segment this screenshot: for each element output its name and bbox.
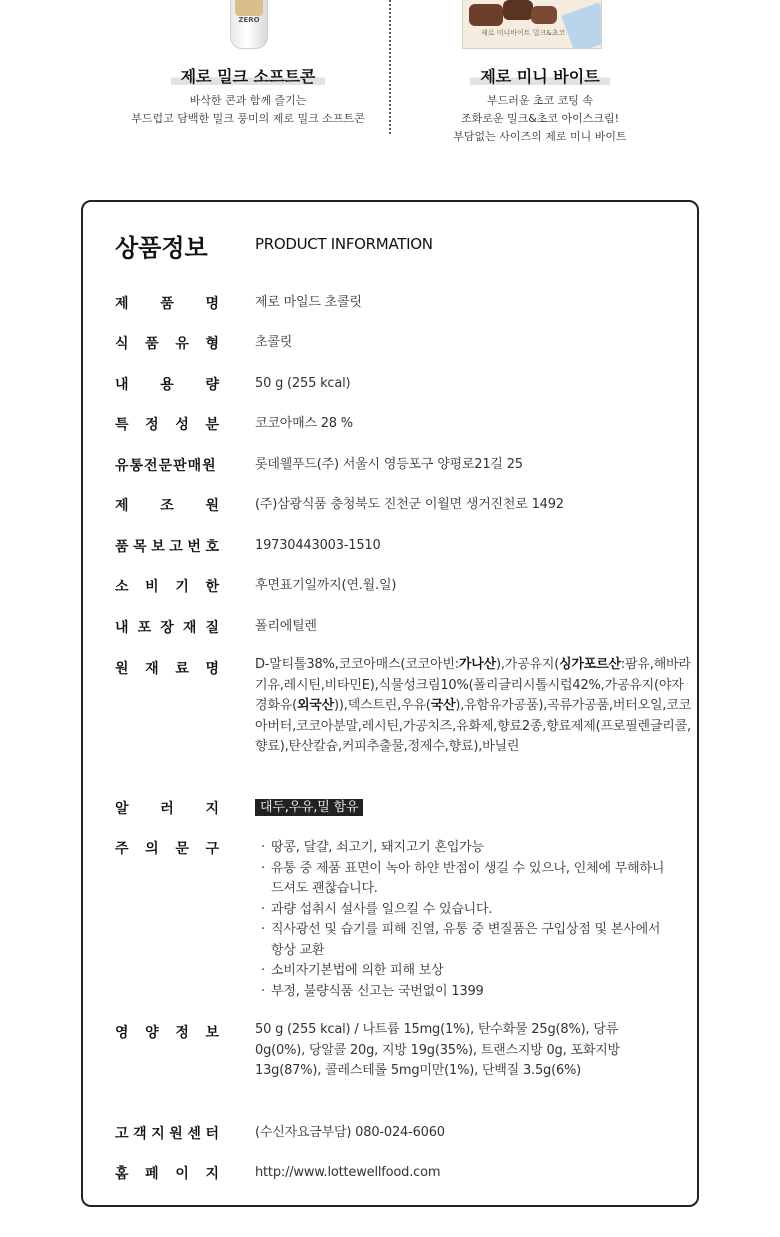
label-char: 번 [187,539,201,555]
softcone-image [230,0,268,49]
product-description-line: 바삭한 콘과 함께 즐기는 [189,94,307,107]
info-subtitle: PRODUCT INFORMATION [255,235,433,253]
label-char: 형 [205,336,219,352]
label-char: 알 [115,801,129,817]
row-label [115,658,219,678]
label-char: 보 [151,539,165,555]
label-char: 기 [175,579,189,595]
origin-domestic: 국산 [430,698,456,713]
label-char: 원 [115,661,129,677]
label-char: 영 [115,1025,129,1041]
label-char: 소 [115,579,129,595]
box-caption: 제로 미니바이트 밀크&초코 [481,29,566,37]
product-name [390,64,690,87]
label-char: 터 [205,1126,219,1142]
info-title: 상품정보 [115,234,208,262]
ingredients-text: :팜유,해바라기유,레시틴,비타민E),식물성크림10%(폴리글리시톨시럽42%,가공유지(야자경화유( [255,657,691,713]
ingredients-text: D-말티톨38%,코코아매스(코코아빈: [255,657,459,672]
row-value: 50 g (255 kcal) / 나트륨 15mg(1%), 탄수화물 25g(8%), 당류 0g(0%), 당알콜 20g, 지방 19g(35%), 트랜스지방 0g, 포화지방 13g(87%), 콜레스테롤 5mg미만(1%), 단백질 3.5g(6%) [255,1022,620,1078]
row-label [115,798,219,818]
notice-item: · 땅콩, 달걀, 쇠고기, 돼지고기 혼입가능 [259,838,669,859]
row-label [115,333,219,353]
label-char: 이 [175,1166,189,1182]
product-name [98,64,398,87]
label-char: 명 [205,661,219,677]
product-lineup [0,0,780,190]
row-value [255,798,691,819]
label-char: 품 [160,296,174,312]
cone-top-decoration [235,0,263,16]
ingredients-text: ),가공유지( [495,657,560,672]
product-description-line: 조화로운 밀크&초코 아이스크림! [460,112,620,125]
label-char: 용 [160,377,174,393]
label-char: 의 [145,841,159,857]
row-label [115,1022,219,1042]
label-char: 성 [175,417,189,433]
label-char: 고 [115,1126,129,1142]
label-char: 식 [115,336,129,352]
origin-ghana: 가나산 [458,657,496,672]
label-char: 호 [205,539,219,555]
label-char: 분 [205,417,219,433]
label-char: 조 [160,498,174,514]
notice-item: · 소비자기본법에 의한 피해 보상 [259,961,669,982]
row-label [115,414,219,434]
label-char: 지 [151,1126,165,1142]
ingredients-value [255,655,691,758]
label-char: 페 [145,1166,159,1182]
label-char: 지 [205,1166,219,1182]
label-char: 한 [205,579,219,595]
row-label [115,576,219,596]
allergy-badge: 대두,우유,밀 함유 [255,799,363,816]
origin-singapore: 싱가포르산 [559,657,621,672]
label-char: 료 [175,661,189,677]
product-name-text: 제로 밀크 소프트콘 [171,67,326,86]
row-value: 폴리에틸렌 [255,619,317,634]
label-char: 주 [115,841,129,857]
chocolate-piece [469,4,503,26]
label-char: 러 [160,801,174,817]
row-value: 초콜릿 [255,335,293,350]
label-char: 센 [187,1126,201,1142]
label-char: 정 [145,417,159,433]
ingredients-text: ),유함유가공품),곡류가공품,버터오일,코코아버터,코코아분말,레시틴,가공치즈,유화제,향료2종,향료제제(프로필렌글리콜,향료),탄산칼슘,커피추출물,정제수,향료),바닐린 [255,698,691,754]
notice-item: · 직사광선 및 습기를 피해 진열, 유통 중 변질품은 구입상점 및 본사에서 항상 교환 [259,920,669,961]
origin-foreign: 외국산 [296,698,335,713]
label-char: 재 [182,620,197,636]
mini-bite-box-image [462,0,602,49]
label-char: 고 [169,539,183,555]
row-value: 50 g (255 kcal) [255,376,351,391]
homepage-link[interactable]: http://www.lottewellfood.com [255,1165,441,1180]
label-char: 내 [115,377,129,393]
notice-value [259,838,669,1002]
row-value: 코코아매스 28 % [255,416,353,431]
row-value: (주)삼광식품 충청북도 진천군 이월면 생거진천로 1492 [255,497,564,512]
row-label [115,617,219,637]
label-char: 객 [133,1126,147,1142]
label-char: 명 [205,296,219,312]
label-char: 지 [205,801,219,817]
row-label [115,1123,219,1143]
product-description-line: 부담없는 사이즈의 제로 미니 바이트 [453,130,627,143]
label-char: 제 [115,498,129,514]
label-char: 문 [175,841,189,857]
label-char: 홈 [115,1166,129,1182]
row-label [115,1163,219,1183]
notice-item: · 부정, 불량식품 신고는 국번없이 1399 [259,982,669,1003]
label-char: 원 [205,498,219,514]
notice-item: · 유통 중 제품 표면이 녹아 하얀 반점이 생길 수 있으나, 인체에 무해하니 드셔도 괜찮습니다. [259,859,669,900]
row-value: 롯데웰푸드(주) 서울시 영등포구 양평로21길 25 [255,457,523,472]
ingredients-text: )),덱스트린,우유( [334,698,431,713]
chocolate-piece [503,0,533,20]
row-label [115,495,219,515]
label-char: 재 [145,661,159,677]
label-char: 장 [160,620,174,636]
notice-list [259,838,669,1002]
label-char: 보 [205,1025,219,1041]
label-char: 양 [145,1025,159,1041]
row-value: 19730443003-1510 [255,538,381,553]
chocolate-piece [531,6,557,24]
label-char: 내 [115,620,129,636]
label-char: 특 [115,417,129,433]
product-name-text: 제로 미니 바이트 [470,67,609,86]
label-char: 구 [205,841,219,857]
label-char: 포 [137,620,152,636]
label-char: 제 [115,296,129,312]
row-label [115,838,219,858]
cone-label: ZERO [238,16,260,24]
row-label [115,536,219,556]
label-char: 원 [169,1126,183,1142]
label-char: 정 [175,1025,189,1041]
row-label: 유통전문판매원 [115,458,217,474]
row-label [115,293,219,313]
label-char: 목 [133,539,147,555]
label-char: 량 [205,377,219,393]
product-description-line: 부드러운 초코 코팅 속 [486,94,594,107]
box-graphic [561,2,602,49]
row-value: 후면표기일까지(연.월.일) [255,578,397,593]
label-char: 질 [205,620,219,636]
label-char: 품 [145,336,159,352]
product-info-card [81,200,699,1207]
notice-item: · 과량 섭취시 설사를 일으킬 수 있습니다. [259,900,669,921]
product-description-line: 부드럽고 담백한 밀크 풍미의 제로 밀크 소프트콘 [131,112,365,125]
row-value: 제로 마일드 초콜릿 [255,295,362,310]
row-label [115,374,219,394]
label-char: 품 [115,539,129,555]
label-char: 비 [145,579,159,595]
row-value: (수신자요금부담) 080-024-6060 [255,1125,445,1140]
label-char: 유 [175,336,189,352]
